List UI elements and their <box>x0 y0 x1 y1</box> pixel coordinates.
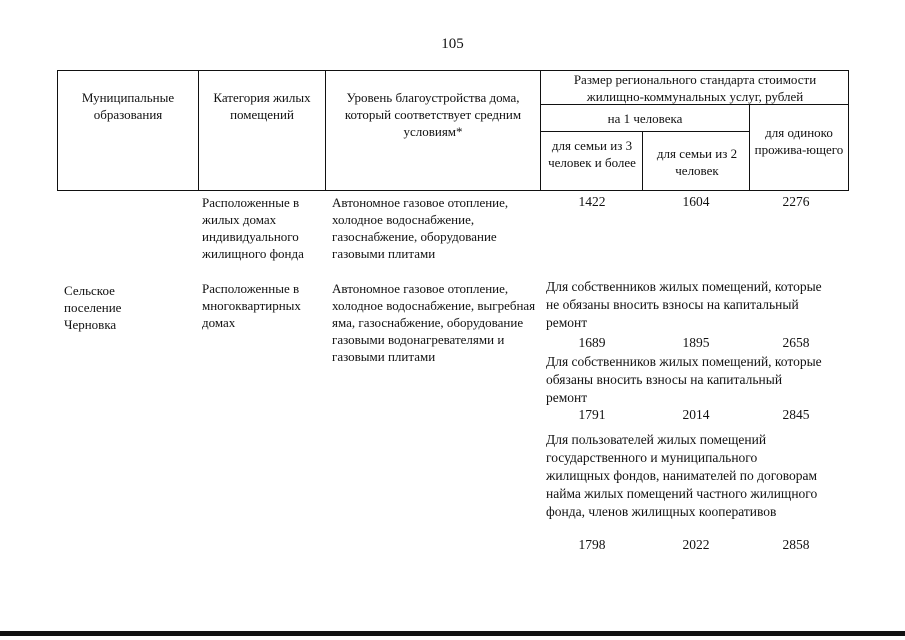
group2-label: Для собственников жилых помещений, которые обязаны вносить взносы на капитальный ремонт <box>546 354 822 405</box>
row1-value-family3: 1422 <box>578 194 606 209</box>
row1-value-single: 2276 <box>782 194 810 209</box>
group3-label: Для пользователей жилых помещений государственного и муниципального жилищных фондов, нанимателей по договорам найма жилых помещений частного жилищного фонда, членов жилищных кооперативов <box>546 432 818 519</box>
scan-bottom-edge <box>0 631 905 636</box>
group2-value-family3: 1791 <box>578 407 606 422</box>
row1-value-family2: 1604 <box>682 194 710 209</box>
header-category: Категория жилых помещений <box>213 90 311 122</box>
group2-value-single: 2845 <box>782 407 810 422</box>
col-divider-5 <box>749 104 750 191</box>
header-bottom-border <box>57 190 849 191</box>
header-single: для одиноко прожива-ющего <box>754 125 844 157</box>
row1-level: Автономное газовое отопление, холодное водоснабжение, газоснабжение, оборудование газовыми плитами <box>332 195 509 261</box>
header-family3: для семьи из 3 человек и более <box>548 138 636 170</box>
header-family2: для семьи из 2 человек <box>656 146 738 178</box>
table-left-border <box>57 70 58 191</box>
header-level: Уровень благоустройства дома, который соответствует средним условиям* <box>344 90 522 139</box>
municipality-name: Сельское поселение Черновка <box>64 283 122 332</box>
table-right-border <box>848 70 849 191</box>
group1-value-family3: 1689 <box>578 335 606 350</box>
group3-value-single: 2858 <box>782 537 810 552</box>
row2-level: Автономное газовое отопление, холодное водоснабжение, выгребная яма, газоснабжение, оборудование газовыми водонагревателями и газовыми плитами <box>332 281 536 364</box>
group1-value-family2: 1895 <box>682 335 710 350</box>
col-divider-2 <box>325 70 326 191</box>
header-municipality: Муниципальные образования <box>81 90 175 122</box>
per-person-divider <box>540 131 749 132</box>
group3-value-family3: 1798 <box>578 537 606 552</box>
group2-value-family2: 2014 <box>682 407 710 422</box>
col-divider-1 <box>198 70 199 191</box>
row2-category: Расположенные в многоквартирных домах <box>202 281 301 330</box>
col-divider-3 <box>540 70 541 191</box>
group3-value-family2: 2022 <box>682 537 710 552</box>
page-number: 105 <box>441 36 464 52</box>
col-divider-4 <box>642 131 643 191</box>
group1-label: Для собственников жилых помещений, которые не обязаны вносить взносы на капитальный ремонт <box>546 279 822 330</box>
header-standard: Размер регионального стандарта стоимости жилищно-коммунальных услуг, рублей <box>573 72 817 104</box>
row1-category: Расположенные в жилых домах индивидуального жилищного фонда <box>202 195 304 261</box>
group1-value-single: 2658 <box>782 335 810 350</box>
header-per-person: на 1 человека <box>607 111 683 126</box>
